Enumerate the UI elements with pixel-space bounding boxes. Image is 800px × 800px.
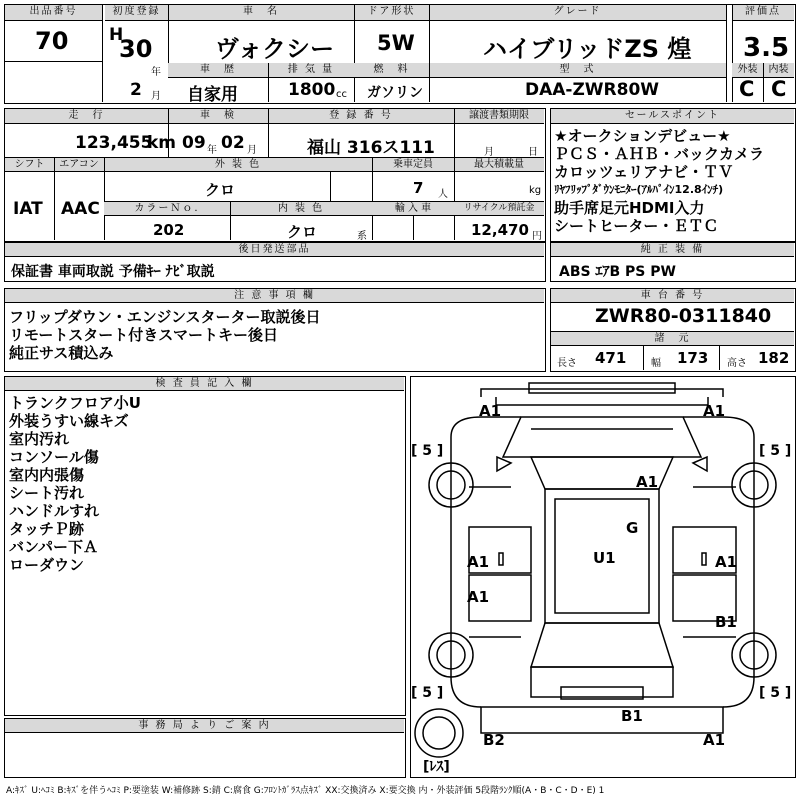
office-box xyxy=(4,718,406,778)
grade: ハイブリッドZS 煌 xyxy=(483,35,692,63)
month-unit: 月 xyxy=(151,91,161,102)
capacity: 7 xyxy=(413,179,424,197)
plate-label: 登 録 番 号 xyxy=(268,109,454,124)
interior-grade: C xyxy=(771,77,787,101)
recycle-unit: 円 xyxy=(532,231,542,242)
inspector-line: ハンドルすれ xyxy=(9,502,100,520)
model-code: DAA-ZWR80W xyxy=(525,80,660,100)
history: 自家用 xyxy=(187,85,238,105)
damage-mark: A1 xyxy=(467,588,490,606)
car-name: ヴォクシー xyxy=(215,35,335,63)
color-number: 202 xyxy=(153,221,185,239)
damage-mark: A1 xyxy=(715,553,738,571)
shift-type: IAT xyxy=(13,199,43,219)
inspector-label: 検 査 員 記 入 欄 xyxy=(5,377,404,391)
dims-label: 諸 元 xyxy=(551,332,794,346)
legend: A:ｷｽﾞ U:ﾍｺﾐ B:ｷｽﾞを伴うﾍｺﾐ P:要塗装 W:補修跡 S:錆 C:腐食 G:ﾌﾛﾝﾄｶﾞﾗｽ点ｷｽﾞ XX:交換済み X:要交換 内・外装評価 5段階ﾗﾝｸ順(A・B・C・D・E) 1 xyxy=(6,786,605,796)
damage-mark: A1 xyxy=(479,402,502,420)
inspector-list xyxy=(9,394,141,574)
genuine-box xyxy=(550,242,796,282)
capacity-unit: 人 xyxy=(438,189,448,200)
damage-mark: B1 xyxy=(715,613,737,631)
car-name-label: 車 名 xyxy=(168,5,354,21)
chassis-box xyxy=(550,288,796,372)
length-label: 長さ xyxy=(557,358,577,369)
inspector-line: トランクフロア小U xyxy=(9,394,141,412)
inspector-line: 室内汚れ xyxy=(9,430,70,448)
exterior-label: 外装 xyxy=(732,63,763,78)
tire-mark: [ 5 ] xyxy=(411,685,444,701)
width-value: 173 xyxy=(677,349,709,367)
grade-label: グレード xyxy=(429,5,726,21)
shift-label: シフト xyxy=(5,158,54,172)
inspector-line: ローダウン xyxy=(9,556,85,574)
tire-mark: [ 5 ] xyxy=(759,685,792,701)
load-label: 最大積載量 xyxy=(454,158,544,172)
sales-point: ﾘﾔﾌﾘｯﾌﾟﾀﾞｳﾝﾓﾆﾀｰ(ｱﾙﾊﾟｲﾝ12.8ｲﾝﾁ) xyxy=(554,183,724,196)
ac-label: エアコン xyxy=(54,158,104,172)
era: H xyxy=(109,25,124,45)
load-unit: kg xyxy=(529,185,542,196)
note-line: リモートスタート付きスマートキー後日 xyxy=(9,326,278,344)
displacement-label: 排 気 量 xyxy=(268,63,354,78)
damage-mark: G xyxy=(626,519,639,537)
car-diagram xyxy=(411,377,794,776)
chassis-number: ZWR80-0311840 xyxy=(595,305,772,327)
sales-point: カロッツェリアナビ・ＴＶ xyxy=(554,163,734,181)
height-value: 182 xyxy=(758,349,790,367)
spare-tire-mark: [ﾚｽ] xyxy=(423,759,450,775)
history-label: 車 歴 xyxy=(168,63,268,78)
interior-label: 内装 xyxy=(763,63,794,78)
plate-number: 福山 316ス111 xyxy=(307,138,435,158)
later-parts-label: 後日発送部品 xyxy=(5,243,544,257)
inspector-line: シート汚れ xyxy=(9,484,85,502)
sales-point: シートヒーター・ＥＴＣ xyxy=(554,217,719,235)
insp-year: 09 xyxy=(182,133,206,153)
insp-year-unit: 年 xyxy=(207,145,217,156)
length-value: 471 xyxy=(595,349,627,367)
color-no-label: カラーＮｏ. xyxy=(104,202,230,216)
damage-mark: A1 xyxy=(703,402,726,420)
notes-label: 注 意 事 項 欄 xyxy=(5,289,544,303)
inspector-line: タッチＰ跡 xyxy=(9,520,85,538)
fuel: ガソリン xyxy=(367,85,423,101)
notes-box xyxy=(4,288,546,372)
transfer-day: 日 xyxy=(528,147,538,158)
inspector-line: バンパー下Ａ xyxy=(9,538,98,556)
height-label: 高さ xyxy=(727,358,747,369)
later-parts-box xyxy=(4,242,546,282)
note-line: 純正サス積込み xyxy=(9,344,114,362)
damage-mark: A1 xyxy=(636,473,659,491)
inspection-label: 車 検 xyxy=(168,109,268,124)
damage-mark: B2 xyxy=(483,731,505,749)
transfer-month: 月 xyxy=(484,147,494,158)
car-diagram-box xyxy=(410,376,796,778)
sales-points-label: セールスポイント xyxy=(551,109,794,124)
inspector-line: 外装うすい線キズ xyxy=(9,412,129,430)
office-label: 事 務 局 よ り ご 案 内 xyxy=(5,719,404,733)
sales-point: 助手席足元HDMI入力 xyxy=(554,199,705,217)
mileage: 123,455 xyxy=(75,133,153,153)
recycle-fee: 12,470 xyxy=(471,221,529,239)
reg-year: 30 xyxy=(119,35,153,63)
inspector-line: コンソール傷 xyxy=(9,448,99,466)
inspector-line: 室内内張傷 xyxy=(9,466,85,484)
displacement-unit: cc xyxy=(336,89,347,100)
later-parts-value: 保証書 車両取説 予備ｷｰ ﾅﾋﾞ取説 xyxy=(11,264,215,280)
sales-points-list xyxy=(554,127,764,235)
displacement: 1800 xyxy=(288,80,336,100)
width-label: 幅 xyxy=(651,358,661,369)
note-line: フリップダウン・エンジンスターター取説後日 xyxy=(9,308,321,326)
model-label: 型 式 xyxy=(429,63,726,78)
fuel-label: 燃 料 xyxy=(354,63,429,78)
exterior-color: クロ xyxy=(205,181,236,199)
chassis-label: 車 台 番 号 xyxy=(551,289,794,303)
tire-mark: [ 5 ] xyxy=(759,443,792,459)
damage-mark: B1 xyxy=(621,707,643,725)
lot-label: 出品番号 xyxy=(5,5,102,21)
damage-mark: A1 xyxy=(703,731,726,749)
damage-mark: A1 xyxy=(467,553,490,571)
ac-type: AAC xyxy=(61,199,100,219)
spec-section xyxy=(4,108,546,242)
damage-mark: U1 xyxy=(593,549,616,567)
color-label: 外 装 色 xyxy=(104,158,372,172)
recycle-label: リサイクル預託金 xyxy=(454,202,544,216)
genuine-value: ABS ｴｱB PS PW xyxy=(559,264,676,280)
mileage-label: 走 行 xyxy=(5,109,168,124)
insp-month: 02 xyxy=(221,133,245,153)
door-type: 5W xyxy=(377,31,415,55)
capacity-label: 乗車定員 xyxy=(372,158,454,172)
transfer-label: 譲渡書類期限 xyxy=(454,109,544,124)
int-color-label: 内 装 色 xyxy=(230,202,372,216)
top-section xyxy=(4,4,796,104)
interior-color: クロ xyxy=(287,223,318,241)
sales-point: ＰＣＳ・ＡＨＢ・バックカメラ xyxy=(554,145,765,163)
lot-number: 70 xyxy=(35,27,69,55)
sales-points-box xyxy=(550,108,796,242)
reg-month: 2 xyxy=(130,80,142,100)
door-label: ドア形状 xyxy=(354,5,429,21)
tire-mark: [ 5 ] xyxy=(411,443,444,459)
score-label: 評価点 xyxy=(732,5,794,21)
score: 3.5 xyxy=(743,33,790,63)
import-label: 輸 入 車 xyxy=(372,202,454,216)
notes-list xyxy=(9,308,321,362)
insp-month-unit: 月 xyxy=(247,145,257,156)
first-reg-label: 初度登録 xyxy=(105,5,168,21)
genuine-label: 純 正 装 備 xyxy=(551,243,794,257)
exterior-grade: C xyxy=(739,77,755,101)
sales-point: ★オークションデビュー★ xyxy=(554,127,731,145)
int-color-unit: 系 xyxy=(357,231,367,242)
inspector-box xyxy=(4,376,406,716)
year-unit: 年 xyxy=(151,67,161,78)
mileage-unit: km xyxy=(147,133,177,153)
